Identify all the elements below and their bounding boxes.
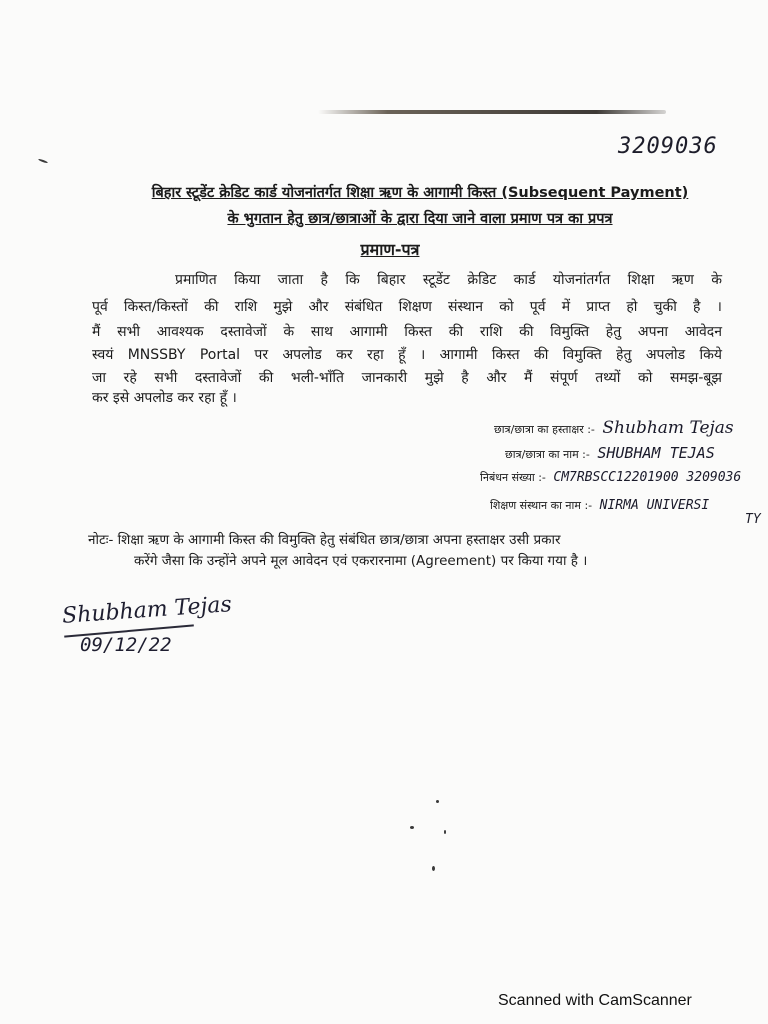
body-line-5: जा रहे सभी दस्तावेजों की भली-भाँति जानकारी मुझे है और मैं संपूर्ण तथ्यों को समझ-बूझ — [92, 370, 722, 386]
institution-field — [490, 498, 709, 513]
scan-speck — [38, 158, 48, 163]
signature-value: Shubham Tejas — [602, 418, 734, 438]
body-line-6: कर इसे अपलोड कर रहा हूँ । — [92, 390, 237, 406]
document-title-line-2: के भुगतान हेतु छात्र/छात्राओं के द्वारा दिया जाने वाला प्रमाण पत्र का प्रपत्र — [227, 211, 613, 227]
signature-label: छात्र/छात्रा का हस्ताक्षर :- — [494, 423, 595, 436]
registration-field — [480, 470, 741, 485]
document-title-line-1: बिहार स्टूडेंट क्रेडिट कार्ड योजनांतर्गत शिक्षा ऋण के आगामी किस्त (Subsequent Payment) — [151, 185, 689, 201]
scan-edge-line — [318, 110, 666, 114]
scan-speck — [444, 830, 446, 834]
name-label: छात्र/छात्रा का नाम :- — [505, 448, 590, 461]
institution-label: शिक्षण संस्थान का नाम :- — [490, 499, 593, 512]
scan-speck — [410, 826, 414, 829]
body-line-4: स्वयं MNSSBY Portal पर अपलोड कर रहा हूँ । आगामी किस्त की विमुक्ति हेतु अपलोड किये — [92, 347, 722, 363]
body-line-2: पूर्व किस्त/किस्तों की राशि मुझे और संबंधित शिक्षण संस्थान को पूर्व में प्राप्त हो चुकी है । — [92, 299, 722, 315]
registration-value: CM7RBSCC12201900 3209036 — [553, 470, 742, 485]
camscanner-watermark: Scanned with CamScanner — [498, 992, 692, 1009]
body-line-1: प्रमाणित किया जाता है कि बिहार स्टूडेंट क्रेडिट कार्ड योजनांतर्गत शिक्षा ऋण के — [175, 272, 722, 288]
note-line-2: करेंगे जैसा कि उन्होंने अपने मूल आवेदन एवं एकरारनामा (Agreement) पर किया गया है । — [134, 553, 588, 569]
scan-speck — [432, 866, 435, 871]
name-field — [505, 444, 715, 462]
bottom-signature: Shubham Tejas — [61, 592, 233, 629]
signature-field — [494, 418, 734, 438]
signature-date: 09/12/22 — [80, 634, 172, 656]
body-line-3: मैं सभी आवश्यक दस्तावेजों के साथ आगामी किस्त की राशि की विमुक्ति हेतु अपना आवेदन — [92, 324, 722, 340]
note-line-1: नोटः- शिक्षा ऋण के आगामी किस्त की विमुक्ति हेतु संबंधित छात्र/छात्रा अपना हस्ताक्षर उसी प्रकार — [88, 532, 561, 548]
registration-label: निबंधन संख्या :- — [480, 471, 546, 484]
institution-value: NIRMA UNIVERSI — [599, 498, 710, 513]
scan-speck — [436, 800, 439, 803]
certificate-heading: प्रमाण-पत्र — [360, 240, 420, 259]
institution-value-wrap: TY — [745, 512, 761, 527]
name-value: SHUBHAM TEJAS — [597, 444, 715, 462]
reference-number: 3209036 — [618, 134, 718, 159]
